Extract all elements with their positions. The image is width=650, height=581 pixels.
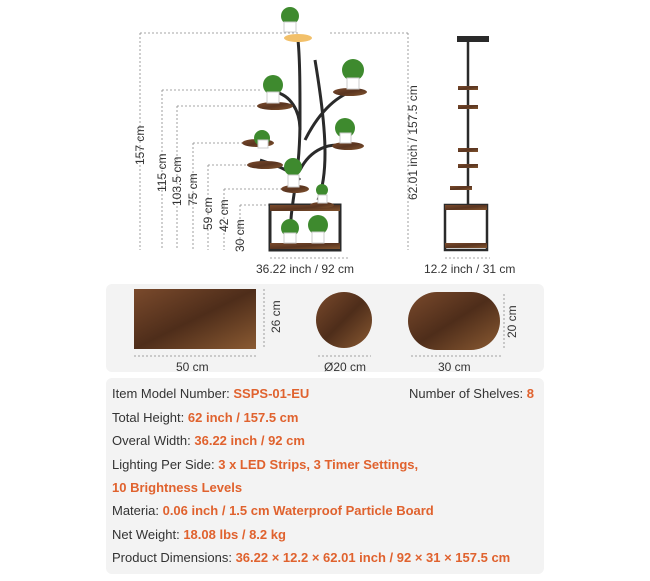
round-diameter-label: Ø20 cm <box>324 360 367 374</box>
rect-width-label: 50 cm <box>176 360 209 374</box>
height-103: 103.5 cm <box>170 156 184 206</box>
rect-height-label: 26 cm <box>269 300 283 333</box>
rect-shelf <box>134 289 256 349</box>
width-side-label: 12.2 inch / 31 cm <box>424 262 516 276</box>
height-59: 59 cm <box>201 197 215 230</box>
oval-width-label: 30 cm <box>438 360 471 374</box>
spec-lighting-cont: 10 Brightness Levels <box>112 480 243 495</box>
spec-product-dimensions: Product Dimensions: 36.22 × 12.2 × 62.01 inch / 92 × 31 × 157.5 cm <box>112 550 511 565</box>
oval-shelf <box>408 292 500 350</box>
height-115: 115 cm <box>155 153 169 192</box>
spec-model: Item Model Number: SSPS-01-EU <box>112 386 310 401</box>
spec-height: Total Height: 62 inch / 157.5 cm <box>112 410 299 425</box>
plant-stand-illustration <box>0 0 650 285</box>
oval-height-label: 20 cm <box>505 305 519 338</box>
spec-material: Materia: 0.06 inch / 1.5 cm Waterproof Particle Board <box>112 503 434 518</box>
height-157: 157 cm <box>133 125 147 165</box>
specs-panel <box>106 378 544 574</box>
height-42: 42 cm <box>217 199 231 232</box>
spec-shelves: Number of Shelves: 8 <box>409 386 535 401</box>
spec-width: Overal Width: 36.22 inch / 92 cm <box>112 433 305 448</box>
shelf-shapes <box>106 284 544 372</box>
stand-side <box>445 38 487 250</box>
height-30: 30 cm <box>233 219 247 252</box>
overall-height-label: 62.01 inch / 157.5 cm <box>406 85 420 200</box>
spec-lighting: Lighting Per Side: 3 x LED Strips, 3 Timer Settings, <box>112 457 419 472</box>
height-75: 75 cm <box>186 173 200 206</box>
round-shelf <box>316 292 372 348</box>
spec-weight: Net Weight: 18.08 lbs / 8.2 kg <box>112 527 286 542</box>
width-front-label: 36.22 inch / 92 cm <box>256 262 355 276</box>
